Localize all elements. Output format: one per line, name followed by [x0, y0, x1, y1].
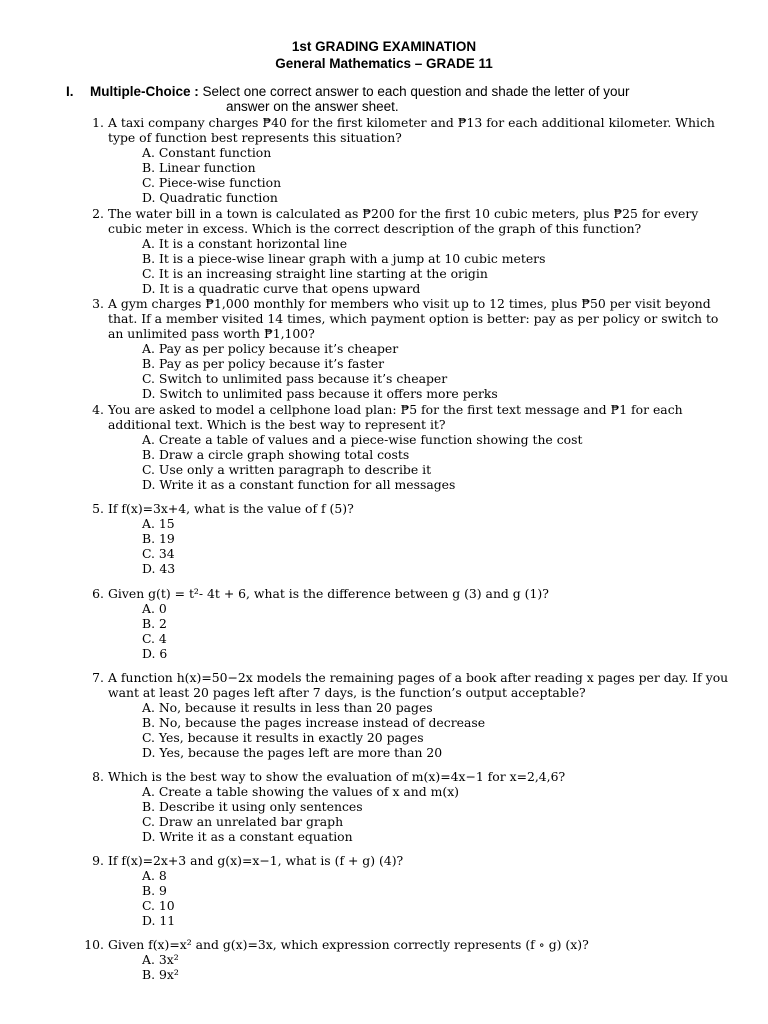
choice-c: C. It is an increasing straight line starting at the origin — [142, 266, 488, 281]
question-text: A taxi company charges ₱40 for the first kilometer and ₱13 for each additional kilometer. Which type of function best represents this situation? — [108, 115, 715, 145]
question-5 — [82, 501, 732, 576]
question-text: Given f(x)=x² and g(x)=3x, which expression correctly represents (f ∘ g) (x)? — [108, 937, 589, 952]
choice-a: A. No, because it results in less than 20 pages — [142, 700, 433, 715]
choice-d: D. 43 — [142, 561, 176, 576]
question-text: Given g(t) = t²- 4t + 6, what is the difference between g (3) and g (1)? — [108, 586, 549, 601]
question-text: A gym charges ₱1,000 monthly for members who visit up to 12 times, plus ₱50 per visit beyond that. If a member visited 14 times, which payment option is better: pay as per policy or switch to an unlimited pass worth ₱1,100? — [108, 296, 719, 341]
choice-c: C. 34 — [142, 546, 175, 561]
choice-b: B. Describe it using only sentences — [142, 799, 363, 814]
instruction-text: Select one correct answer to each question and shade the letter of your — [202, 84, 630, 99]
question-text: You are asked to model a cellphone load plan: ₱5 for the first text message and ₱1 for each additional text. Which is the best way to represent it? — [108, 402, 683, 432]
exam-title: 1st GRADING EXAMINATION — [291, 39, 477, 54]
question-4 — [82, 402, 732, 492]
question-7 — [82, 670, 732, 760]
choice-a: A. Pay as per policy because it’s cheaper — [142, 341, 399, 356]
question-number: 1. — [92, 115, 104, 130]
choice-a: A. Constant function — [142, 145, 272, 160]
choice-d: D. Yes, because the pages left are more than 20 — [142, 745, 443, 760]
choice-b: B. 2 — [142, 616, 167, 631]
question-number: 9. — [92, 853, 104, 868]
question-2 — [82, 206, 732, 296]
choice-b: B. 9x² — [142, 967, 179, 982]
choice-d: D. Write it as a constant function for all messages — [142, 477, 456, 492]
choice-a: A. 15 — [142, 516, 175, 531]
question-text: A function h(x)=50−2x models the remaining pages of a book after reading x pages per day. If you want at least 20 pages left after 7 days, is the function’s output acceptable? — [108, 670, 729, 700]
question-number: 3. — [92, 296, 104, 311]
question-number: 5. — [92, 501, 104, 516]
choice-b: B. Pay as per policy because it’s faster — [142, 356, 385, 371]
question-6 — [82, 586, 732, 661]
choice-a: A. It is a constant horizontal line — [142, 236, 348, 251]
choice-c: C. Switch to unlimited pass because it’s cheaper — [142, 371, 448, 386]
choice-d: D. Switch to unlimited pass because it offers more perks — [142, 386, 498, 401]
question-number: 7. — [92, 670, 104, 685]
question-10 — [82, 937, 732, 982]
question-number: 2. — [92, 206, 104, 221]
section-instructions — [66, 84, 726, 114]
choice-c: C. Piece-wise function — [142, 175, 282, 190]
choice-d: D. 11 — [142, 913, 176, 928]
question-number: 10. — [84, 937, 104, 952]
question-number: 4. — [92, 402, 104, 417]
question-9 — [82, 853, 732, 928]
choice-c: C. 4 — [142, 631, 167, 646]
question-number: 8. — [92, 769, 104, 784]
choice-b: B. It is a piece-wise linear graph with a jump at 10 cubic meters — [142, 251, 546, 266]
question-text: Which is the best way to show the evaluation of m(x)=4x−1 for x=2,4,6? — [108, 769, 566, 784]
question-1 — [82, 115, 732, 205]
choice-d: D. It is a quadratic curve that opens upward — [142, 281, 421, 296]
choice-b: B. Linear function — [142, 160, 256, 175]
choice-b: B. Draw a circle graph showing total costs — [142, 447, 410, 462]
choice-a: A. 8 — [142, 868, 167, 883]
question-8 — [82, 769, 732, 844]
choice-c: C. Yes, because it results in exactly 20 pages — [142, 730, 424, 745]
section-number: I. — [66, 84, 74, 99]
instruction-text-continued: answer on the answer sheet. — [226, 99, 399, 114]
choice-d: D. Write it as a constant equation — [142, 829, 353, 844]
choice-c: C. 10 — [142, 898, 175, 913]
choice-a: A. Create a table showing the values of x and m(x) — [142, 784, 460, 799]
choice-c: C. Draw an unrelated bar graph — [142, 814, 344, 829]
choice-d: D. 6 — [142, 646, 168, 661]
question-number: 6. — [92, 586, 104, 601]
choice-b: B. 19 — [142, 531, 175, 546]
question-text: If f(x)=2x+3 and g(x)=x−1, what is (f + g) (4)? — [108, 853, 404, 868]
question-text: If f(x)=3x+4, what is the value of f (5)? — [108, 501, 354, 516]
choice-c: C. Use only a written paragraph to describe it — [142, 462, 432, 477]
choice-a: A. 0 — [142, 601, 167, 616]
choice-b: B. No, because the pages increase instead of decrease — [142, 715, 486, 730]
choice-d: D. Quadratic function — [142, 190, 278, 205]
choice-a: A. 3x² — [142, 952, 179, 967]
choice-a: A. Create a table of values and a piece-wise function showing the cost — [142, 432, 583, 447]
choice-b: B. 9 — [142, 883, 167, 898]
exam-subtitle: General Mathematics – GRADE 11 — [275, 56, 493, 71]
question-3 — [82, 296, 732, 401]
question-text: The water bill in a town is calculated as ₱200 for the first 10 cubic meters, plus ₱25 for every cubic meter in excess. Which is the correct description of the graph of this function? — [108, 206, 699, 236]
section-label: Multiple-Choice : — [90, 84, 199, 99]
